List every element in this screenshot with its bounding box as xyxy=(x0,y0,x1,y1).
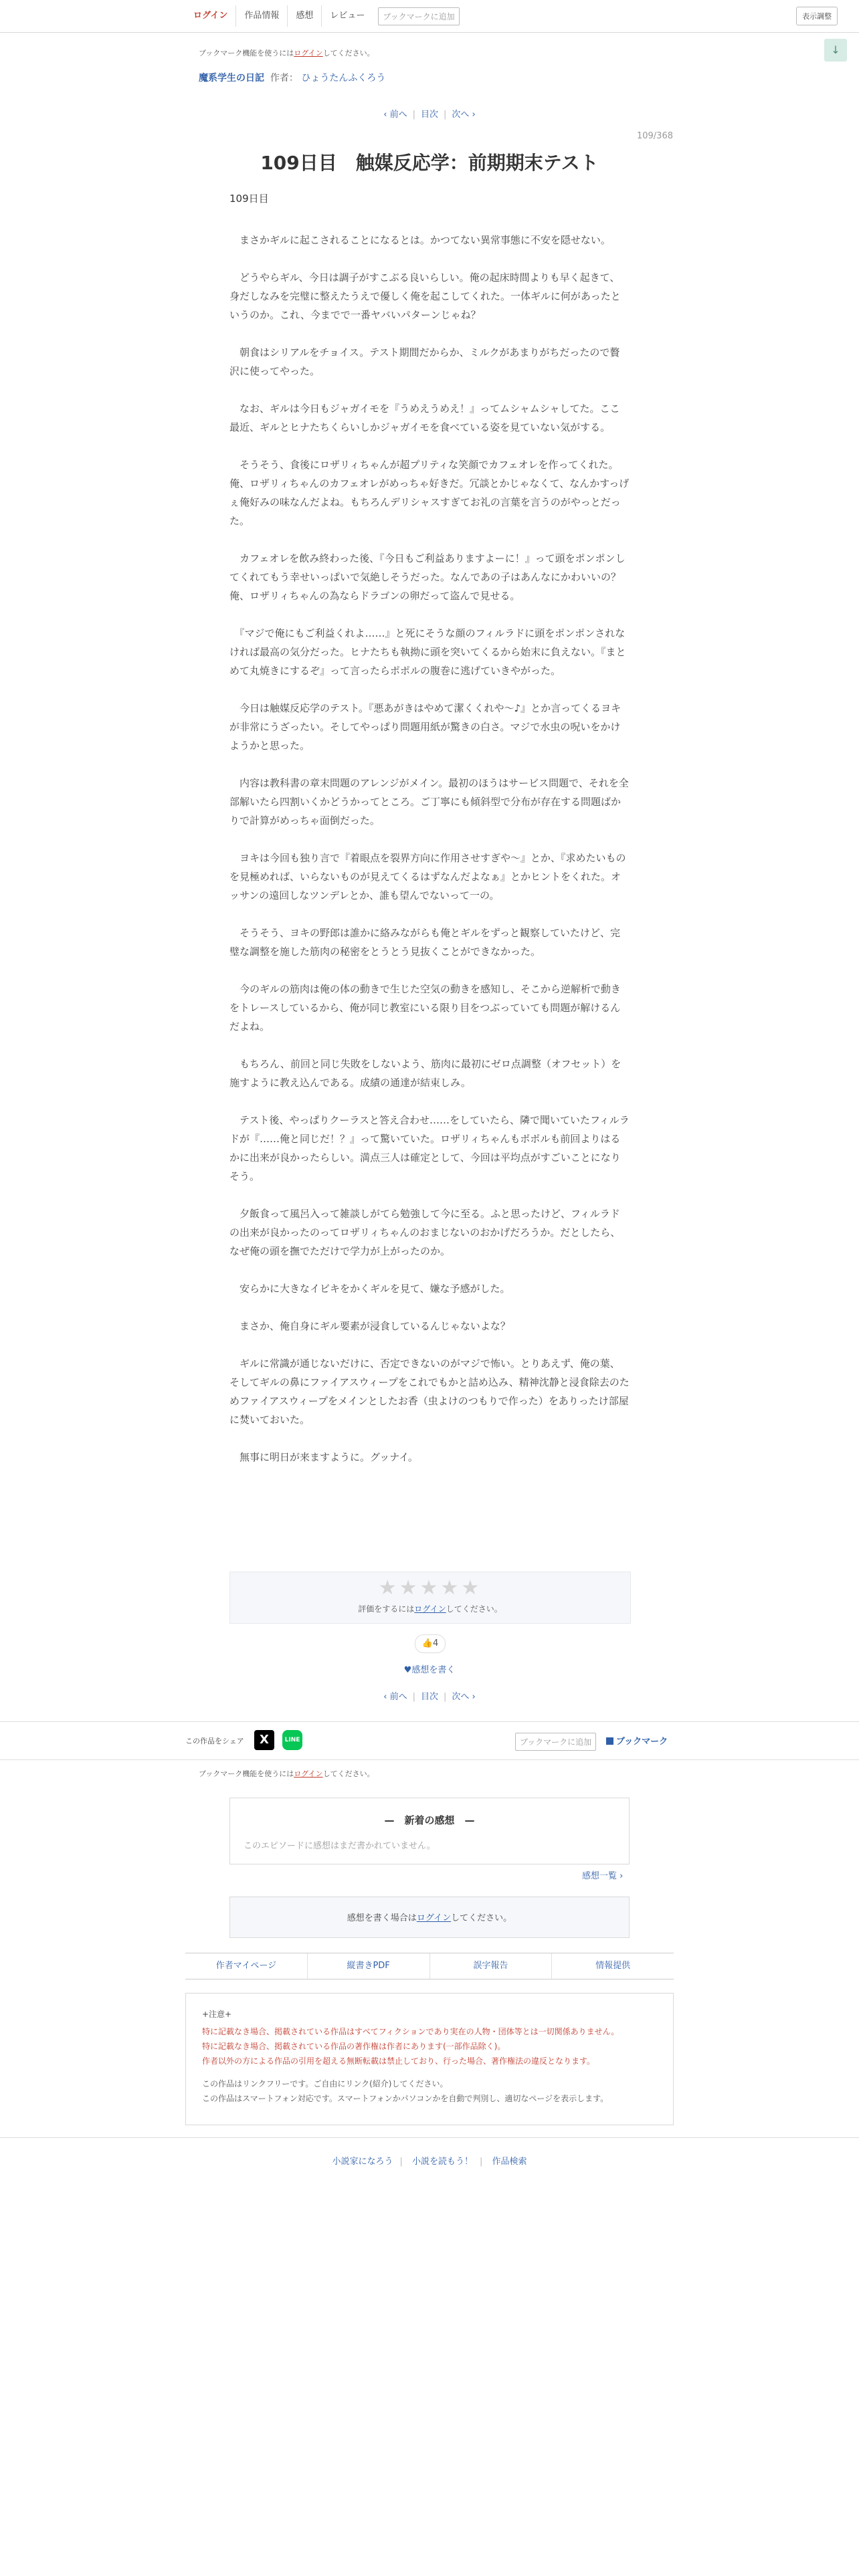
novel-paragraph: なお、ギルは今日もジャガイモを『うめえうめえ！』ってムシャムシャしてた。ここ最近、ギルとヒナたちくらいしかジャガイモを食べている姿を見ていない気がする。 xyxy=(229,403,620,433)
write-box-prefix: 感想を書く場合は xyxy=(347,1913,417,1923)
bookmark-add-button-top[interactable]: ブックマークに追加 xyxy=(378,7,459,25)
work-search-link[interactable]: 作品検索 xyxy=(492,2157,527,2167)
bookmark-note-suffix: してください。 xyxy=(322,49,375,58)
chapter-title: 109日目 触媒反応学：前期期末テスト xyxy=(260,152,599,174)
narou-link[interactable]: 小説家になろう xyxy=(332,2157,393,2167)
share-label: この作品をシェア xyxy=(185,1737,244,1745)
notice-red-line: 特に記載なき場合、掲載されている作品はすべてフィクションであり実在の人物・団体等とは一切関係ありません。 xyxy=(202,2027,619,2036)
rating-box xyxy=(229,1572,631,1624)
like-button[interactable] xyxy=(415,1634,446,1653)
new-impressions-box xyxy=(229,1798,630,1864)
chapter-subtitle: 109日目 xyxy=(229,193,269,205)
bookmark-login-note xyxy=(199,47,375,58)
bookmark-note-prefix: ブックマーク機能を使うには xyxy=(199,49,294,58)
thumbs-up-icon: 👍 xyxy=(421,1638,433,1648)
rating-login-link[interactable]: ログイン xyxy=(414,1604,446,1614)
line-share-icon[interactable]: LINE xyxy=(282,1730,302,1750)
display-adjust-button[interactable]: 表示調整 xyxy=(796,7,838,25)
new-impressions-title: — 新着の感想 — xyxy=(384,1814,475,1826)
novel-paragraph: 『マジで俺にもご利益くれよ……』と死にそうな顔のフィルラドに頭をポンポンされなければ最高の気分だった。ヒナたちも執拗に頭を突いてくるから始末に負えない。『まとめて丸焼きにするぞ』って言ったらポポルの腹巻に逃げていきやがった。 xyxy=(229,627,626,677)
author-label: 作者： xyxy=(270,73,298,84)
novel-paragraph: テスト後、やっぱりクーラスと答え合わせ……をしていたら、隣で聞いていたフィルラドが『……俺と同じだ！？』って驚いていた。ロザリィちゃんもポポルも前回よりはるかに出来が良かったらしい。満点三人は確定として、今回は平均点がすごいことになりそう。 xyxy=(229,1114,630,1182)
notice-gray-line: この作品はリンクフリーです。ご自由にリンク(紹介)してください。 xyxy=(202,2079,448,2088)
novel-paragraph: 朝食はシリアルをチョイス。テスト期間だからか、ミルクがあまりがちだったので贅沢に使ってやった。 xyxy=(229,346,620,377)
bookmark-button[interactable] xyxy=(606,1734,668,1747)
share-bar xyxy=(0,1721,859,1760)
top-nav xyxy=(185,5,460,27)
page-number: 109/368 xyxy=(636,131,673,141)
write-box-login-link[interactable]: ログイン xyxy=(416,1913,452,1923)
novel-paragraph: まさかギルに起こされることになるとは。かつてない異常事態に不安を隠せない。 xyxy=(229,234,611,246)
next-link-bottom[interactable]: 次へ › xyxy=(452,1692,476,1702)
author-mypage-link[interactable]: 作者マイページ xyxy=(215,1961,277,1971)
novel-paragraph: どうやらギル、今日は調子がすこぶる良いらしい。俺の起床時間よりも早く起きて、身だしなみを完璧に整えたうえで優しく俺を起こしてくれた。一体ギルに何があったというのか。これ、今までで一番ヤバいパターンじゃね？ xyxy=(229,272,621,321)
rating-note-prefix: 評価をするには xyxy=(358,1604,415,1614)
bookmark-note-login-link[interactable]: ログイン xyxy=(294,49,323,58)
impressions-list-link[interactable]: 感想一覧 › xyxy=(582,1871,624,1881)
typo-report-link[interactable]: 誤字報告 xyxy=(430,1953,552,1979)
bookmark-login-note-bottom xyxy=(199,1768,375,1779)
novel-paragraph: そうそう、ヨキの野郎は誰かに絡みながらも俺とギルをずっと観察していたけど、完璧な調整を施した筋肉の秘密をとうとう見抜くことができなかった。 xyxy=(229,927,620,958)
novel-paragraph: 無事に明日が来ますように。グッナイ。 xyxy=(229,1451,418,1463)
novel-paragraph: ヨキは今回も独り言で『着眼点を裂界方向に作用させすぎや〜』とか、『求めたいものを見極めれば、いらないものが見えてくるはずなんだよなぁ』とかヒントをくれた。オッサンの遠回しなツンデレとか、誰も望んでないって一の。 xyxy=(229,852,626,901)
write-impression-link[interactable]: ♥感想を書く xyxy=(403,1665,456,1675)
reviews-link[interactable]: レビュー xyxy=(321,5,373,27)
pager-bottom: ‹ 前へ | 目次 | 次へ › xyxy=(383,1692,476,1702)
novel-paragraph: 安らかに大きなイビキをかくギルを見て、嫌な予感がした。 xyxy=(229,1283,510,1295)
series-info xyxy=(199,71,385,84)
novel-paragraph: 今日は触媒反応学のテスト。『悪あがきはやめて潔くくれや〜♪』とか言ってくるヨキが非常にうざったい。そしてやっぱり問題用紙が驚きの白さ。マジで水虫の呪いをかけようかと思った。 xyxy=(229,702,622,752)
rating-login-note xyxy=(230,1603,630,1614)
novel-paragraph: そうそう、食後にロザリィちゃんが超プリティな笑顔でカフェオレを作ってくれた。俺、ロザリィちゃんのカフェオレがめっちゃ好きだ。冗談とかじゃなくて、なんかすっげぇ俺好みの味なんだよね。もちろんデリシャスすぎてお礼の言葉を言うのがやっとだった。 xyxy=(229,459,630,527)
top-bar xyxy=(0,0,859,33)
prev-link[interactable]: ‹ 前へ xyxy=(383,110,407,120)
write-impression-note xyxy=(230,1911,629,1923)
like-count: 4 xyxy=(432,1638,439,1648)
impressions-link[interactable]: 感想 xyxy=(287,5,321,27)
series-link[interactable]: 魔系学生の日記 xyxy=(199,73,264,84)
write-impression-box xyxy=(229,1897,630,1938)
toc-link-bottom[interactable]: 目次 xyxy=(420,1692,438,1702)
notice-box xyxy=(185,1993,674,2125)
site-footer xyxy=(0,2137,859,2178)
bookmark-note-suffix-bottom: してください。 xyxy=(322,1769,375,1778)
novel-paragraph: 今のギルの筋肉は俺の体の動きで生じた空気の動きを感知し、そこから逆解析で動きをトレースしているから、俺が同じ教室にいる限り目をつぶっていても問題が解けるんだよね。 xyxy=(229,983,621,1033)
x-share-icon[interactable]: X xyxy=(254,1730,274,1750)
notice-red-line: 作者以外の方による作品の引用を超える無断転載は禁止しており、行った場合、著作権法の違反となります。 xyxy=(202,2056,595,2066)
rating-stars[interactable]: ★★★★★ xyxy=(378,1576,482,1600)
novel-paragraph: ギルに常識が通じないだけに、否定できないのがマジで怖い。とりあえず、俺の葉、そしてギルの鼻にファイアスウィープをこれでもかと詰め込み、精神沈静と浸食除去のためファイアスウィープをメインとしたお香（虫よけのつもりで作った）をありったけ部屋に焚いておいた。 xyxy=(229,1358,630,1426)
author-link[interactable]: ひょうたんふくろう xyxy=(301,73,386,84)
bookmark-square-icon xyxy=(606,1737,613,1745)
notice-red-line: 特に記載なき場合、掲載されている作品の著作権は作者にあります(一部作品除く)。 xyxy=(202,2042,506,2051)
vertical-pdf-link[interactable]: 縦書きPDF xyxy=(307,1953,430,1979)
novel-paragraph: まさか、俺自身にギル要素が浸食しているんじゃないよな？ xyxy=(229,1320,510,1332)
bookmark-note-prefix-bottom: ブックマーク機能を使うには xyxy=(199,1769,294,1778)
bookmark-add-button-bottom[interactable]: ブックマークに追加 xyxy=(515,1733,596,1751)
footer-nav xyxy=(185,1953,674,1979)
prev-link-bottom[interactable]: ‹ 前へ xyxy=(383,1692,407,1702)
login-link[interactable]: ログイン xyxy=(193,11,228,21)
toc-link[interactable]: 目次 xyxy=(420,110,438,120)
pager-top: ‹ 前へ | 目次 | 次へ › xyxy=(383,110,476,120)
novel-paragraph: 夕飯食って風呂入って雑談しがてら勉強して今に至る。ふと思ったけど、フィルラドの出来が良かったのってロザリィちゃんのおまじないのおかげだろうか。だとしたら、なぜ俺の頭を撫でただけで学力が上がったのか。 xyxy=(229,1208,621,1257)
novel-paragraph: もちろん、前回と同じ失敗をしないよう、筋肉に最初にゼロ点調整（オフセット）を施すように教え込んである。成績の通達が結束しみ。 xyxy=(229,1058,622,1089)
rating-note-suffix: してください。 xyxy=(446,1604,502,1614)
bookmark-button-label: ブックマーク xyxy=(616,1737,668,1747)
write-box-suffix: してください。 xyxy=(451,1913,512,1923)
no-impressions-text: このエピソードに感想はまだ書かれていません。 xyxy=(244,1841,436,1851)
info-provide-link[interactable]: 情報提供 xyxy=(551,1953,674,1979)
notice-gray-line: この作品はスマートフォン対応です。スマートフォンかパソコンかを自動で判別し、適切なページを表示します。 xyxy=(202,2094,609,2103)
novel-body xyxy=(229,231,630,1485)
next-link[interactable]: 次へ › xyxy=(452,110,476,120)
work-info-link[interactable]: 作品情報 xyxy=(235,5,287,27)
novel-paragraph: カフェオレを飲み終わった後、『今日もご利益ありますよーに！』って頭をポンポンしてくれてもう幸せいっぱいで気絶しそうだった。なんであの子はあんなにかわいいの？ 俺、ロザリィちゃんの為ならドラゴンの卵だって盗んで見せる。 xyxy=(229,552,632,602)
yomou-link[interactable]: 小説を読もう！ xyxy=(411,2157,473,2167)
site-footer-links: 小説家になろう | 小説を読もう！ | 作品検索 xyxy=(0,2154,859,2167)
bookmark-note-login-link-bottom[interactable]: ログイン xyxy=(294,1769,323,1778)
novel-paragraph: 内容は教科書の章末問題のアレンジがメイン。最初のほうはサービス問題で、それを全部解いたら四割いくかどうかってところ。ご丁寧にも傾斜型で分布が存在する問題ばかりで計算がめっちゃ面倒だった。 xyxy=(229,777,629,827)
notice-heading: +注意+ xyxy=(202,2010,232,2019)
scroll-down-button[interactable]: ↓ xyxy=(824,39,847,62)
